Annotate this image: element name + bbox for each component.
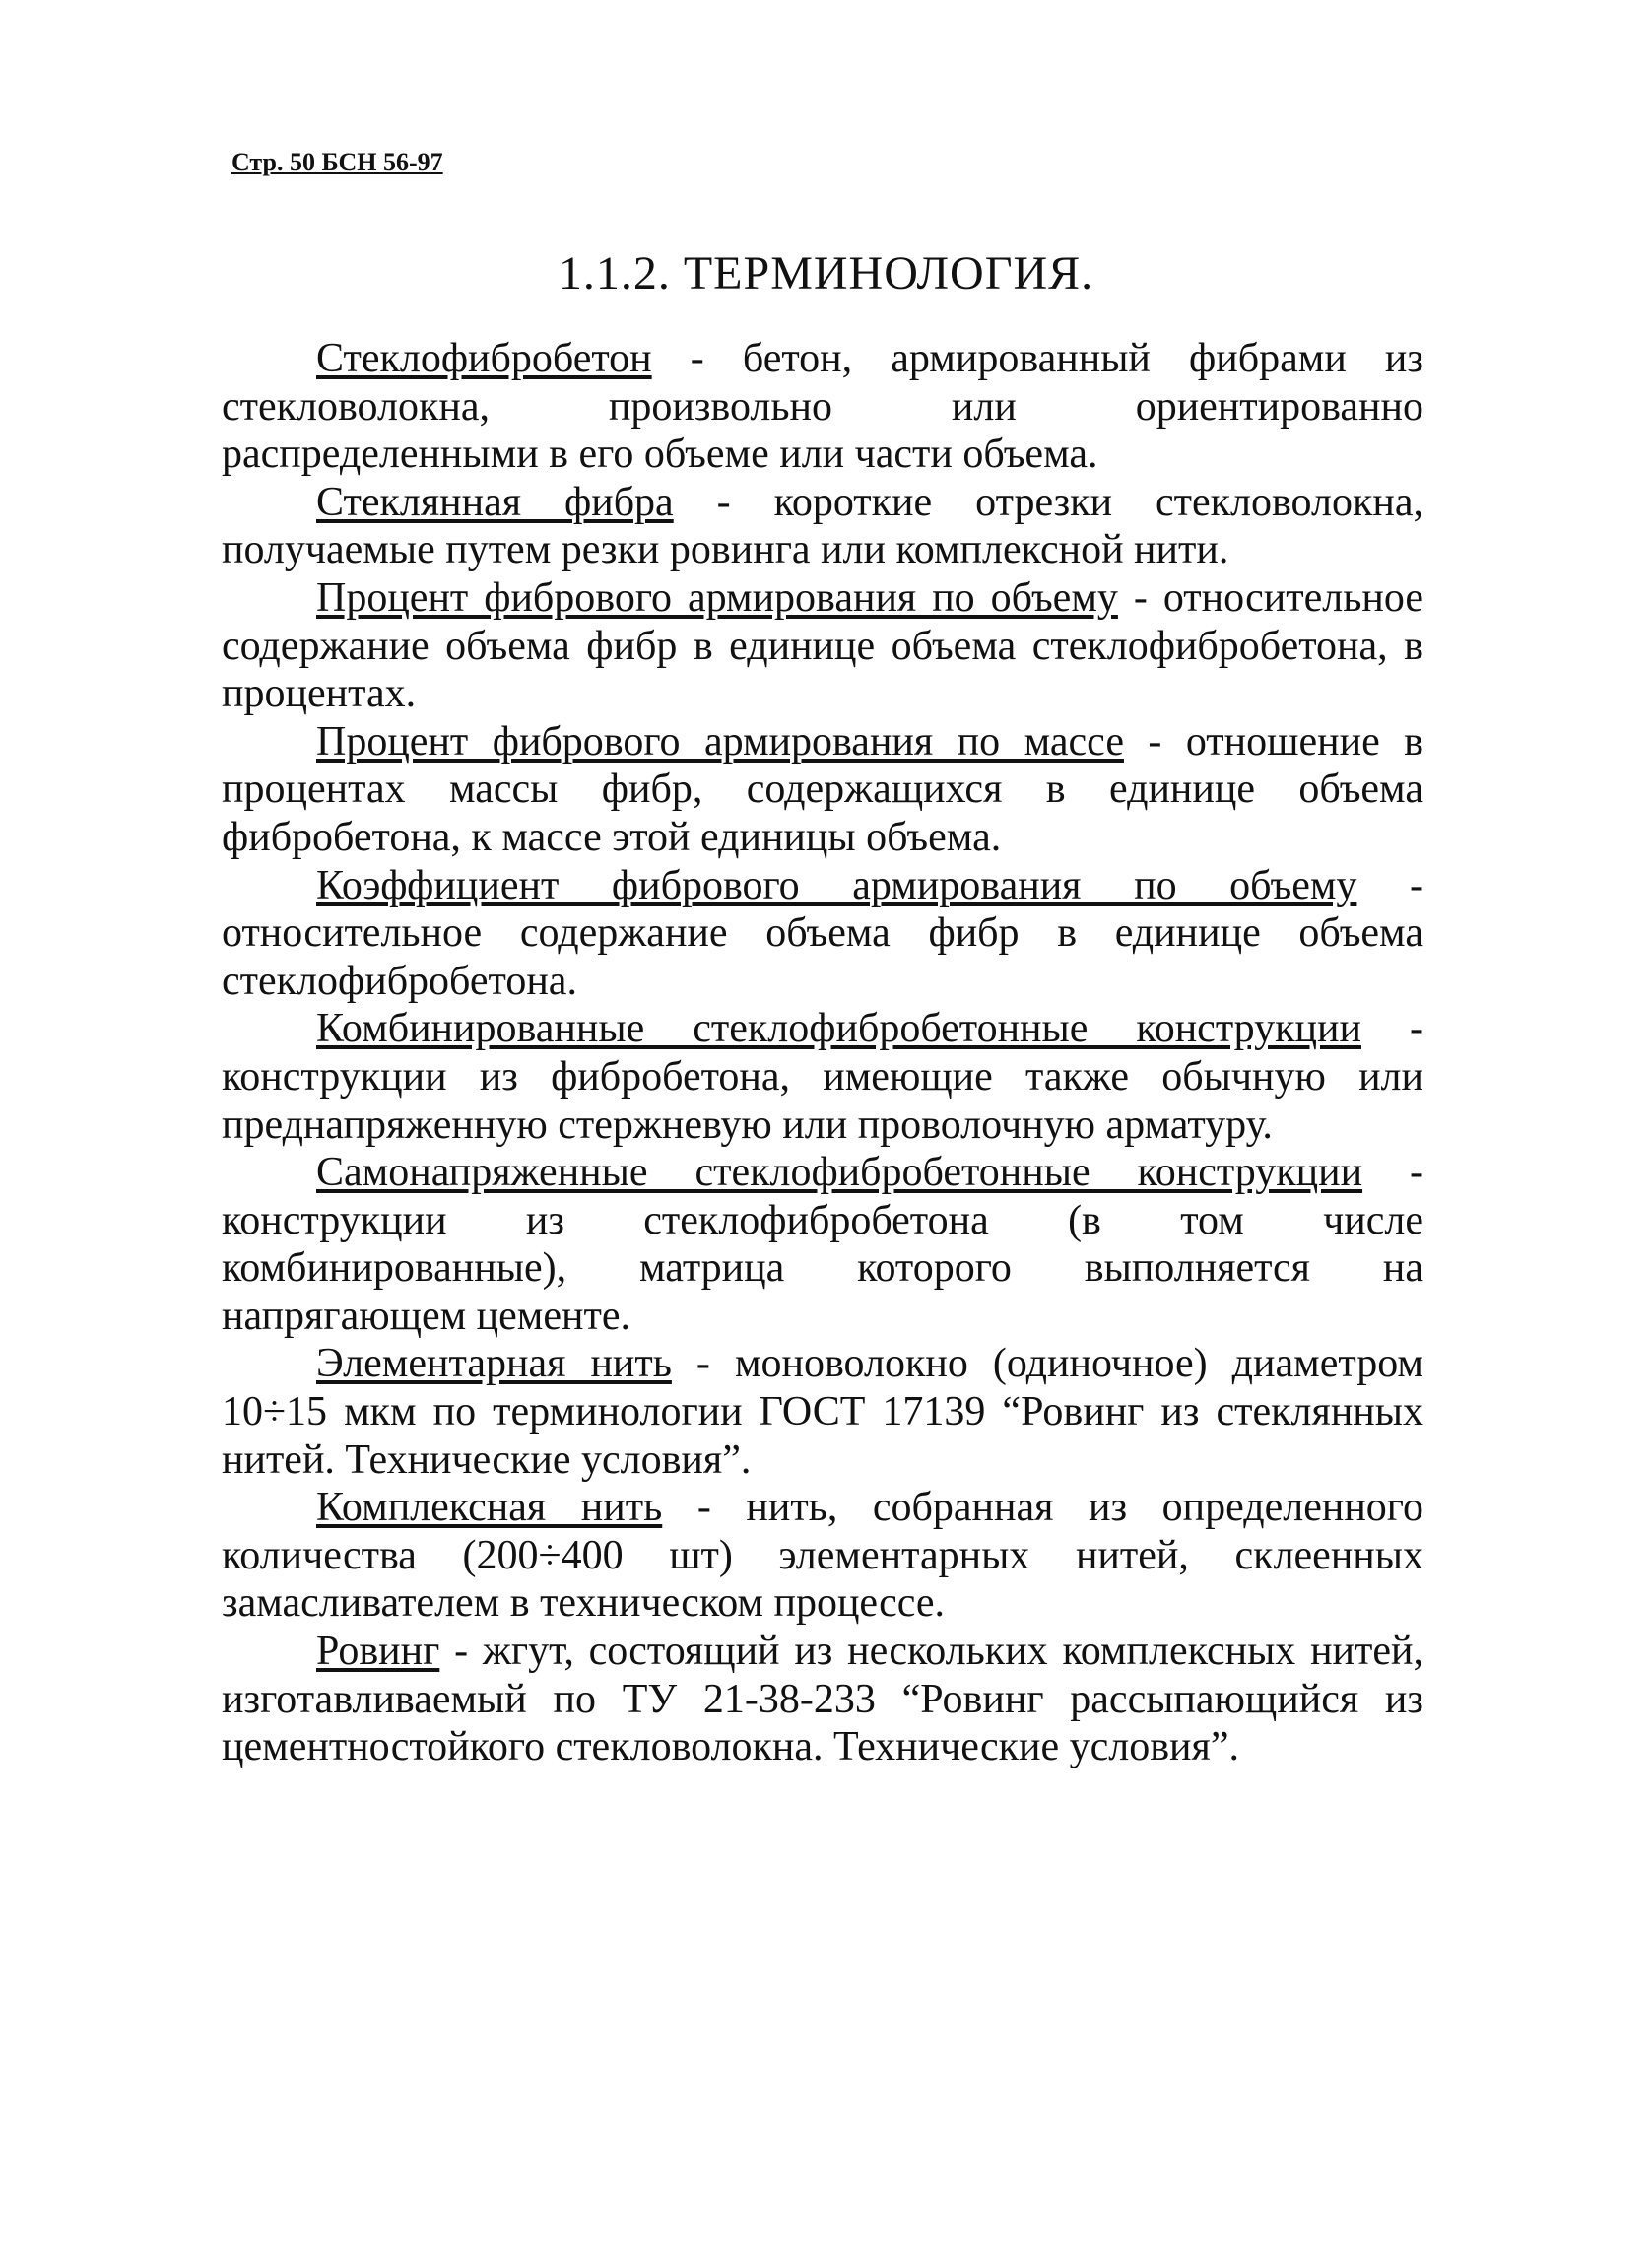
term-name: Стеклофибробетон bbox=[316, 336, 652, 381]
term-definition: - конструкции из стеклофибробетона (в том числе комбинированные), матрица которого выполняется на напрягающем цементе. bbox=[222, 1150, 1423, 1339]
term-definition: - короткие отрезки стекловолокна, получаемые путем резки ровинга или комплексной нити. bbox=[222, 479, 1423, 573]
page-header: Стр. 50 БСН 56-97 bbox=[231, 148, 443, 176]
term-entry bbox=[222, 718, 1423, 862]
term-definition: - жгут, состоящий из нескольких комплексных нитей, изготавливаемый по ТУ 21-38-233 “Ровинг рассыпающийся из цементностойкого стекловолокна. Технические условия”. bbox=[222, 1629, 1423, 1770]
terminology-list bbox=[222, 335, 1423, 1771]
term-entry bbox=[222, 862, 1423, 1006]
term-definition: - относительное содержание объема фибр в единице объема стеклофибробетона, в процентах. bbox=[222, 574, 1423, 717]
term-entry bbox=[222, 1628, 1423, 1771]
term-name: Самонапряженные стеклофибробетонные конструкции bbox=[316, 1150, 1363, 1196]
term-definition: - конструкции из фибробетона, имеющие также обычную или преднапряженную стержневую или проволочную арматуру. bbox=[222, 1006, 1423, 1148]
term-name: Процент фибрового армирования по массе bbox=[316, 718, 1124, 765]
term-entry bbox=[222, 1149, 1423, 1340]
term-definition: - моноволокно (одиночное) диаметром 10÷15 мкм по терминологии ГОСТ 17139 “Ровинг из стеклянных нитей. Технические условия”. bbox=[222, 1341, 1423, 1483]
term-name: Ровинг bbox=[316, 1629, 440, 1675]
term-entry bbox=[222, 1484, 1423, 1628]
term-definition: - отношение в процентах массы фибр, содержащихся в единице объема фибробетона, к массе этой единицы объема. bbox=[222, 718, 1423, 860]
term-definition: - нить, собранная из определенного количества (200÷400 шт) элементарных нитей, склеенных замасливателем в техническом процессе. bbox=[222, 1485, 1423, 1627]
term-definition: - бетон, армированный фибрами из стекловолокна, произвольно или ориентированно распределенными в его объеме или части объема. bbox=[222, 336, 1423, 478]
term-name: Коэффициент фибрового армирования по объему bbox=[316, 862, 1357, 908]
term-entry bbox=[222, 335, 1423, 479]
term-definition: - относительное содержание объема фибр в единице объема стеклофибробетона. bbox=[222, 862, 1423, 1004]
term-entry bbox=[222, 1005, 1423, 1149]
term-name: Процент фибрового армирования по объему bbox=[316, 574, 1118, 621]
term-entry bbox=[222, 1340, 1423, 1484]
term-name: Элементарная нить bbox=[316, 1341, 672, 1387]
section-title: 1.1.2. ТЕРМИНОЛОГИЯ. bbox=[558, 247, 1094, 300]
term-entry bbox=[222, 574, 1423, 718]
term-entry bbox=[222, 479, 1423, 574]
term-name: Комбинированные стеклофибробетонные конструкции bbox=[316, 1006, 1361, 1052]
term-name: Комплексная нить bbox=[316, 1485, 663, 1531]
term-name: Стеклянная фибра bbox=[316, 479, 674, 525]
